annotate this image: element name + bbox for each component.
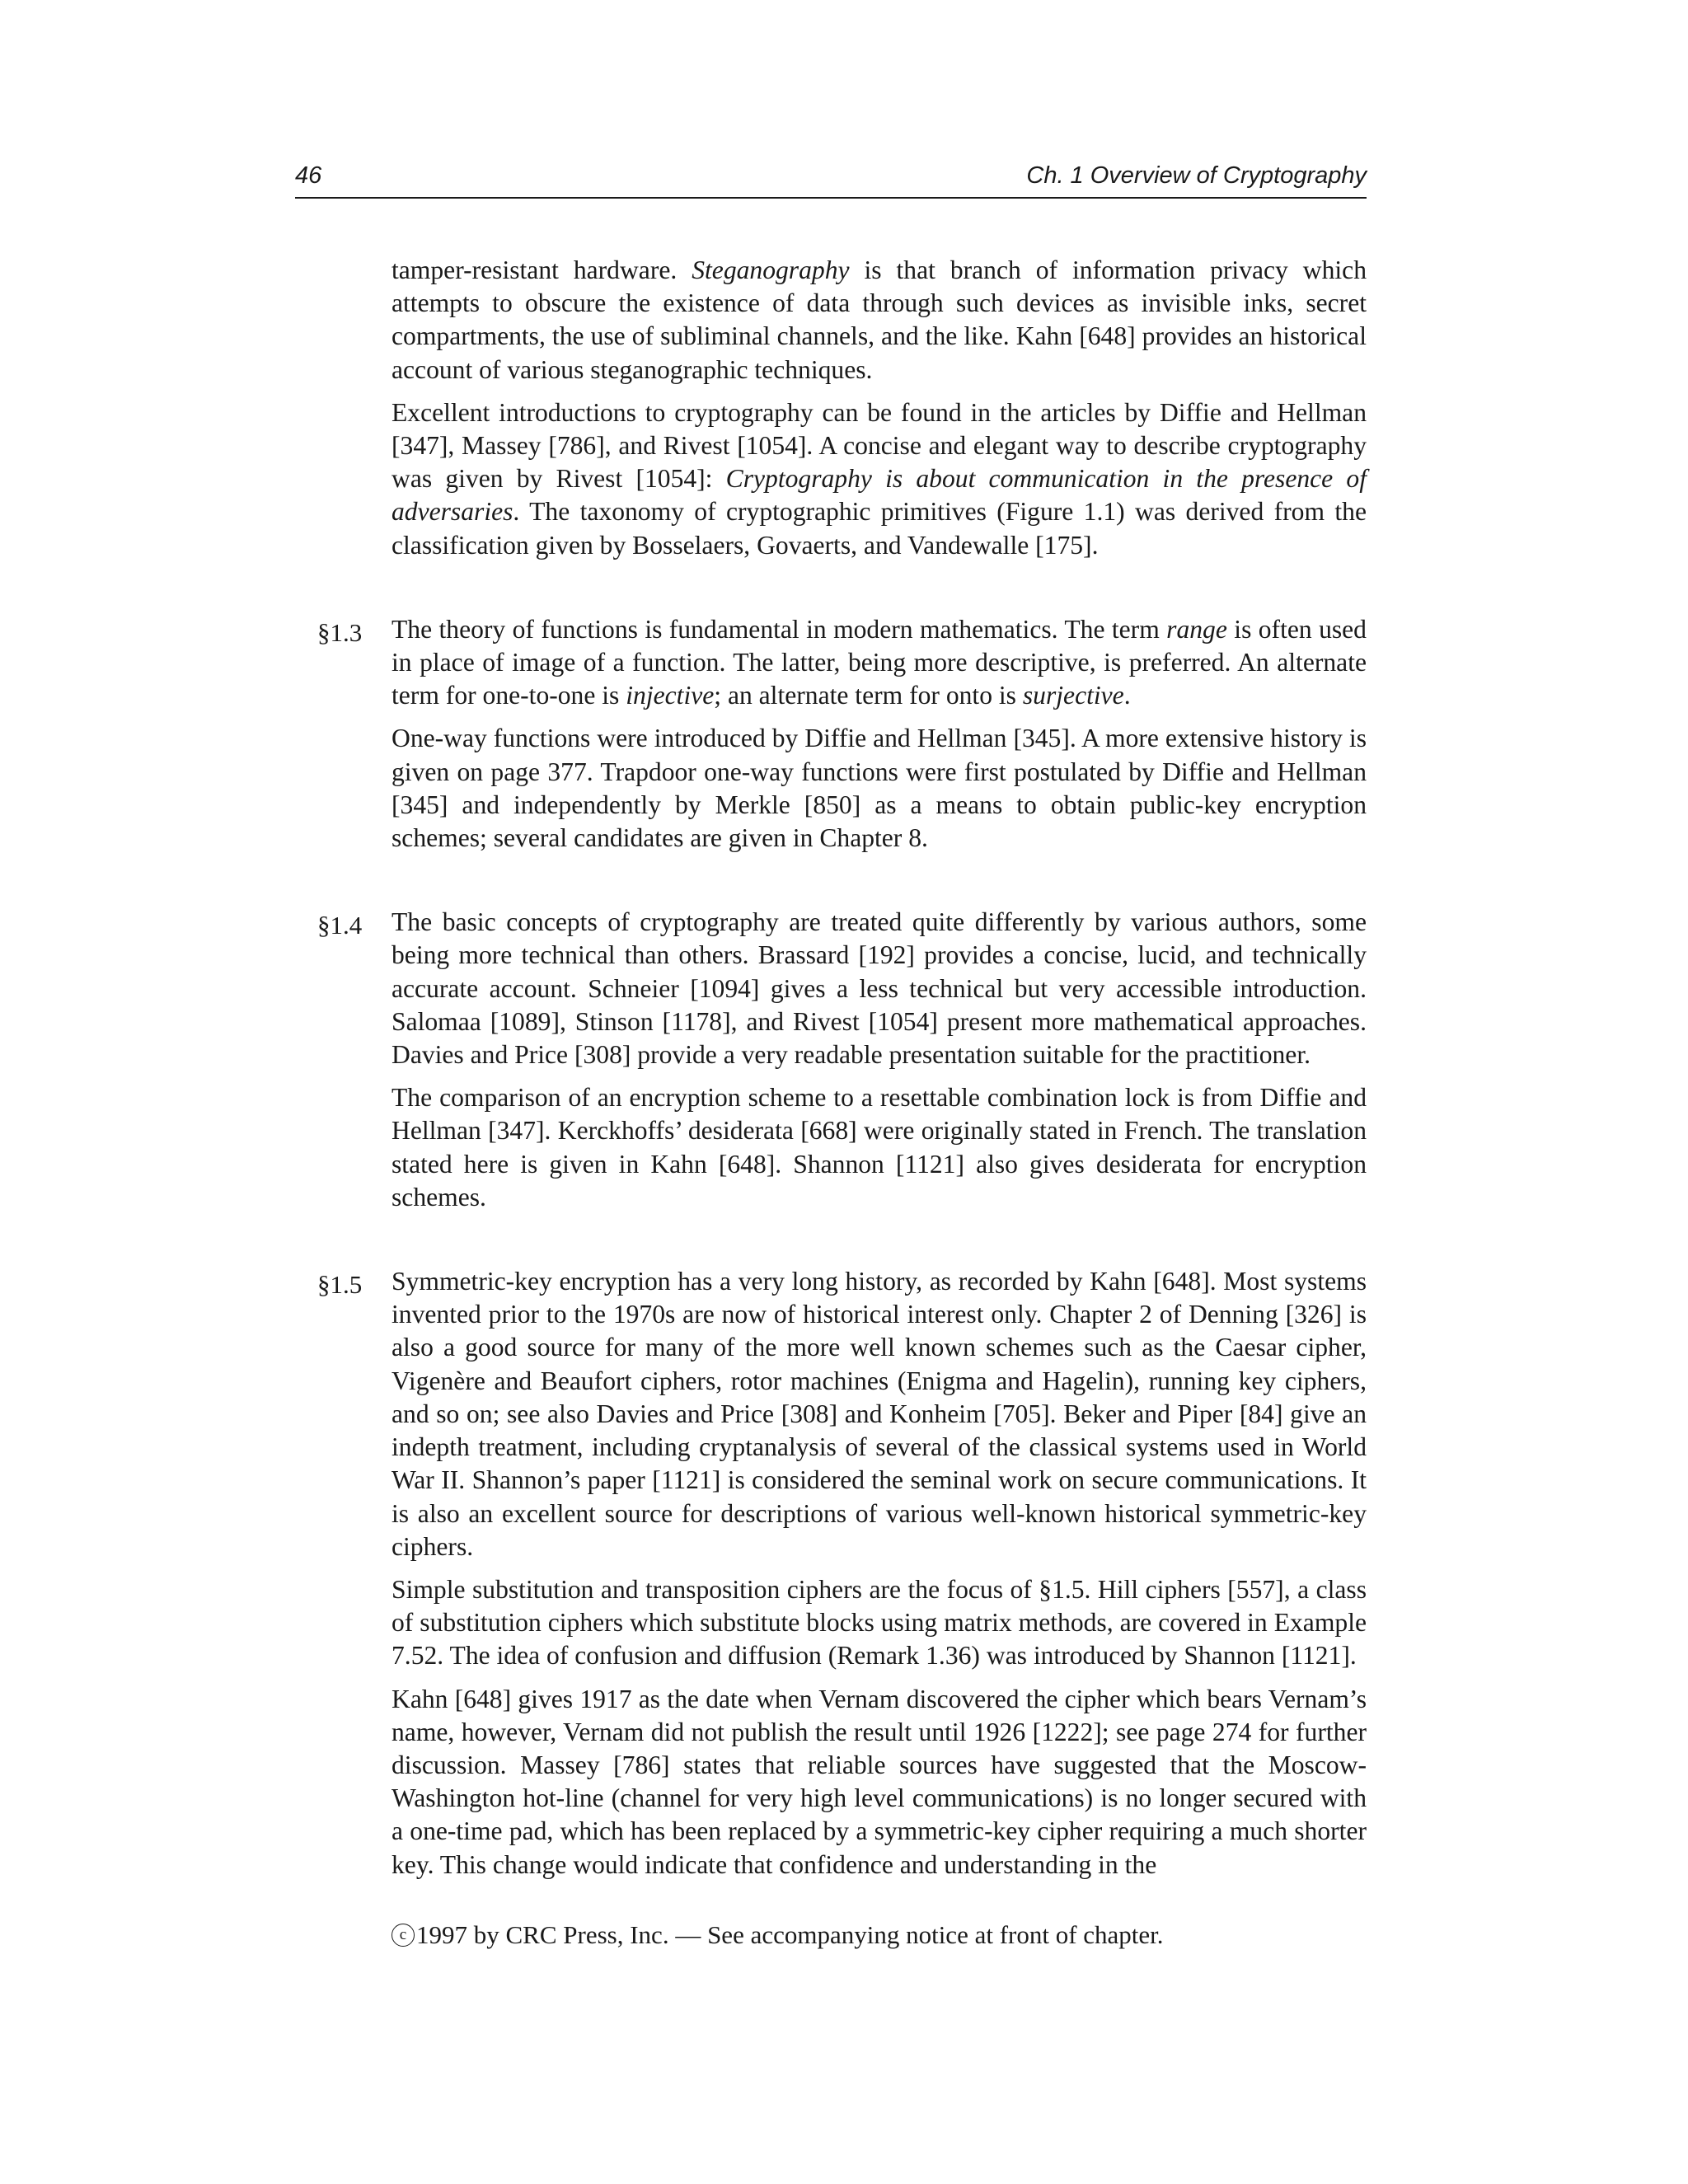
paragraph	[392, 722, 1367, 855]
text-run: is that branch of information privacy which attempts to obscure the existence of data through such devices as invisible inks, secret compartments, the use of subliminal channels, and the like. Kahn [648] provides an historical account of various steganographic techniques.	[392, 255, 1367, 384]
running-header	[295, 161, 1367, 199]
text-run: .	[1123, 681, 1131, 710]
paragraph	[392, 1081, 1367, 1214]
text-run: The comparison of an encryption scheme to a resettable combination lock is from Diffie and Hellman [347]. Kerckhoffs’ desiderata [668] were originally stated in French. The translation stated here is given in Kahn [648]. Shannon [1121] also gives desiderata for encryption schemes.	[392, 1083, 1367, 1212]
text-run: Simple substitution and transposition ciphers are the focus of §1.5. Hill ciphers [557], a class of substitution ciphers which substitute blocks using matrix methods, are covered in Example 7.52. The idea of confusion and diffusion (Remark 1.36) was introduced by Shannon [1121].	[392, 1574, 1367, 1671]
italic-text: injective	[626, 681, 715, 710]
italic-text: range	[1166, 614, 1227, 644]
section-gap	[392, 572, 1367, 613]
section-marker: §1.3	[317, 617, 363, 647]
text-run: is often used in place of image of a function. The latter, being more descriptive, is preferred. An alternate term for one-to-one is	[392, 614, 1367, 710]
paragraph	[392, 1683, 1367, 1882]
page-number: 46	[295, 162, 322, 189]
section-gap	[392, 865, 1367, 906]
paragraph	[392, 1573, 1367, 1673]
text-run: The theory of functions is fundamental in modern mathematics. The term	[392, 614, 1167, 644]
text-run: tamper-resistant hardware.	[392, 255, 692, 284]
italic-text: Cryptography is about communication in the presence of adversaries	[392, 464, 1367, 527]
text-run: The basic concepts of cryptography are treated quite differently by various authors, some being more technical than others. Brassard [192] provides a concise, lucid, and technically accurate account. Schneier [1094] gives a less technical but very accessible introduction. Salomaa [1089], Stinson [1178], and Rivest [1054] present more mathematical approaches. Davies and Price [308] provide a very readable presentation suitable for the practitioner.	[392, 907, 1367, 1070]
text-run: . The taxonomy of cryptographic primitives (Figure 1.1) was derived from the classification given by Bosselaers, Govaerts, and Vandewalle [175].	[392, 497, 1367, 560]
section-marker: §1.4	[317, 911, 363, 940]
paragraph	[392, 1265, 1367, 1563]
copyright-text: 1997 by CRC Press, Inc. — See accompanying notice at front of chapter.	[416, 1920, 1164, 1949]
paragraph	[392, 396, 1367, 562]
chapter-title: Ch. 1 Overview of Cryptography	[1026, 162, 1367, 189]
section-marker: §1.5	[317, 1270, 363, 1300]
text-run: Symmetric-key encryption has a very long history, as recorded by Kahn [648]. Most systems invented prior to the 1970s are now of historical interest only. Chapter 2 of Denning [326] is also a good source for many of the more well known schemes such as the Caesar cipher, Vigenère and Beaufort ciphers, rotor machines (Enigma and Hagelin), running key ciphers, and so on; see also Davies and Price [308] and Konheim [705]. Beker and Piper [84] give an indepth treatment, including cryptanalysis of several of the classical systems used in World War II. Shannon’s paper [1121] is considered the seminal work on secure communications. It is also an excellent source for descriptions of various well-known historical symmetric-key ciphers.	[392, 1267, 1367, 1561]
paragraph	[392, 254, 1367, 387]
paragraph	[392, 613, 1367, 713]
text-run: Excellent introductions to cryptography can be found in the articles by Diffie and Hellman [347], Massey [786], and Rivest [1054]. A concise and elegant way to describe cryptography was given by Rivest [1054]:	[392, 397, 1367, 494]
section-gap	[392, 1224, 1367, 1265]
text-run: ; an alternate term for onto is	[714, 681, 1023, 710]
text-run: One-way functions were introduced by Diffie and Hellman [345]. A more extensive history is given on page 377. Trapdoor one-way functions were first postulated by Diffie and Hellman [345] and independently by Merkle [850] as a means to obtain public-key encryption schemes; several candidates are given in Chapter 8.	[392, 724, 1367, 853]
italic-text: surjective	[1022, 681, 1124, 710]
paragraph	[392, 906, 1367, 1071]
text-run: Kahn [648] gives 1917 as the date when Vernam discovered the cipher which bears Vernam’s name, however, Vernam did not publish the result until 1926 [1222]; see page 274 for further discussion. Massey [786] states that reliable sources have suggested that the Moscow-Washington hot-line (channel for very high level communications) is no longer secured with a one-time pad, which has been replaced by a symmetric-key cipher requiring a much shorter key. This change would indicate that confidence and understanding in the	[392, 1684, 1367, 1879]
copyright-icon: c	[392, 1924, 415, 1947]
copyright-footer	[392, 1920, 1164, 1950]
italic-text: Steganography	[692, 255, 850, 284]
main-text	[317, 254, 1367, 1891]
